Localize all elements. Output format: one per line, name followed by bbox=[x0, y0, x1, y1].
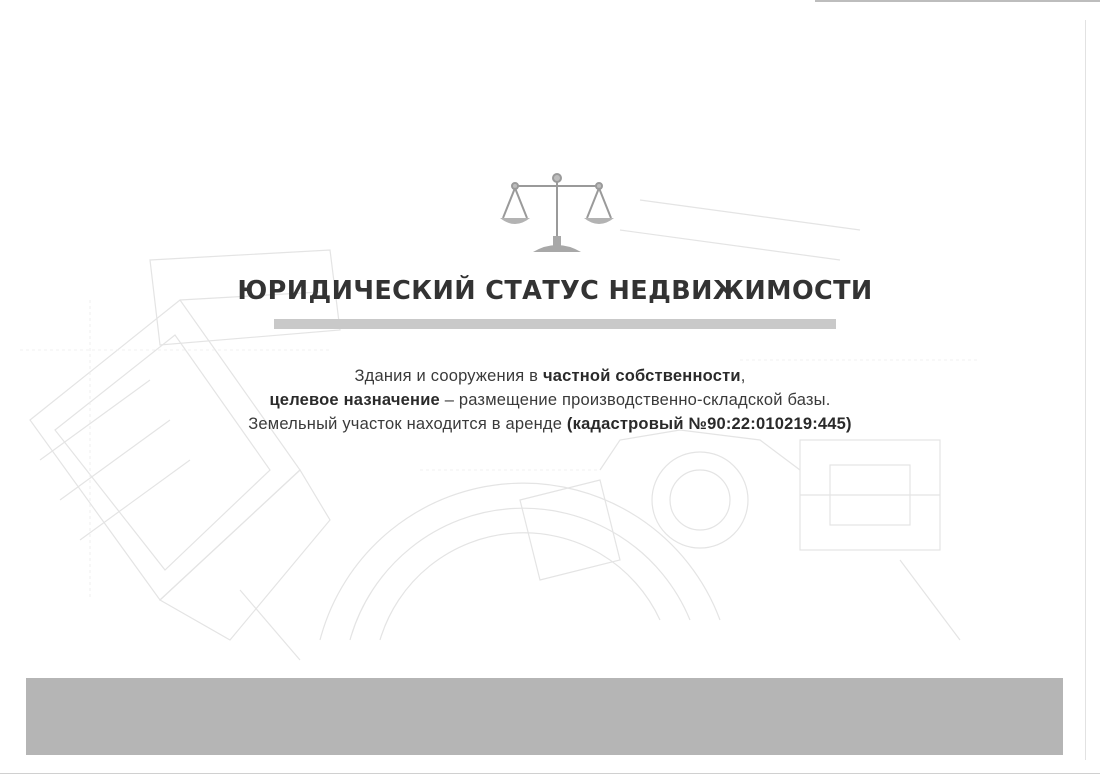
text-segment: Здания и сооружения в bbox=[354, 367, 543, 385]
purpose-label: целевое назначение bbox=[269, 391, 440, 409]
cadastral-number: (кадастровый №90:22:010219:445) bbox=[566, 415, 852, 433]
text-segment: , bbox=[740, 367, 746, 385]
description-line-3 bbox=[150, 412, 950, 436]
page-title: ЮРИДИЧЕСКИЙ СТАТУС НЕДВИЖИМОСТИ bbox=[237, 276, 873, 306]
ownership-text: частной собственности bbox=[542, 367, 741, 385]
scan-edge-bottom bbox=[0, 773, 1100, 774]
description-line-1 bbox=[150, 364, 950, 388]
description-block bbox=[150, 364, 950, 436]
purpose-text: – размещение производственно-складской базы. bbox=[439, 391, 831, 409]
description-line-2 bbox=[150, 388, 950, 412]
footer-band bbox=[26, 678, 1063, 755]
title-underline-bar bbox=[274, 319, 836, 329]
land-text: Земельный участок находится в аренде bbox=[248, 415, 567, 433]
scales-of-justice-icon bbox=[497, 170, 617, 256]
